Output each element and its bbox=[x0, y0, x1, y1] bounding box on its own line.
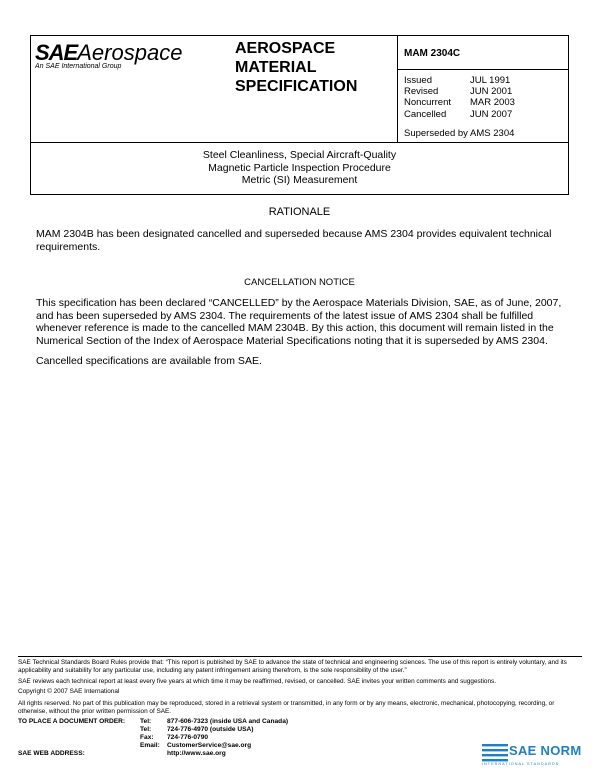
date-label: Noncurrent bbox=[404, 97, 451, 109]
cancellation-heading: CANCELLATION NOTICE bbox=[244, 277, 355, 288]
board-rules-text: SAE Technical Standards Board Rules provide that: “This report is published by SAE to advance the state of technical and engineering sciences. The use of this report is entirely voluntary, and its applicability and suitability for any particular use, including any patent infringement arising therefrom, is the sole responsibility of the user.” bbox=[18, 659, 567, 674]
subject-line-3: Metric (SI) Measurement bbox=[241, 174, 358, 186]
contact-key: Tel: bbox=[140, 718, 152, 725]
title-line-1: AEROSPACE bbox=[235, 40, 336, 57]
contact-row bbox=[18, 734, 288, 742]
date-value: JUL 1991 bbox=[470, 75, 511, 86]
order-label: TO PLACE A DOCUMENT ORDER: bbox=[18, 718, 126, 725]
document-number: MAM 2304C bbox=[404, 48, 461, 59]
sae-norm-stamp bbox=[482, 740, 592, 770]
rights-text: All rights reserved. No part of this publication may be reproduced, stored in a retrieval system or transmitted, in any form or by any means, electronic, mechanical, photocopying, recording, or otherwise, without the prior written permission of SAE. bbox=[18, 700, 555, 715]
date-row-revised bbox=[404, 86, 515, 97]
superseded-note: Superseded by AMS 2304 bbox=[404, 128, 515, 139]
date-row-cancelled bbox=[404, 109, 515, 120]
date-label: Issued bbox=[404, 75, 432, 86]
contact-row bbox=[18, 742, 288, 750]
rationale-heading: RATIONALE bbox=[268, 206, 331, 218]
web-row bbox=[18, 750, 288, 758]
date-value: JUN 2001 bbox=[470, 86, 513, 98]
web-label: SAE WEB ADDRESS: bbox=[18, 750, 85, 757]
date-history bbox=[404, 75, 515, 120]
availability-text: Cancelled specifications are available from SAE. bbox=[36, 355, 262, 367]
contact-value: 724-776-0790 bbox=[167, 734, 209, 741]
email-link[interactable]: CustomerService@sae.org bbox=[167, 742, 252, 749]
date-value: JUN 2007 bbox=[470, 108, 513, 120]
subject-line-1: Steel Cleanliness, Special Aircraft-Quality bbox=[202, 149, 397, 161]
contact-value: 724-776-4970 (outside USA) bbox=[167, 726, 254, 733]
date-label: Cancelled bbox=[404, 108, 447, 120]
document-info-panel bbox=[397, 36, 568, 142]
order-contact-block bbox=[18, 718, 288, 758]
copyright-text: Copyright © 2007 SAE International bbox=[18, 688, 120, 695]
footer-divider bbox=[18, 656, 582, 657]
title-line-3: SPECIFICATION bbox=[235, 78, 358, 95]
contact-row bbox=[18, 726, 288, 734]
subject-line-2: Magnetic Particle Inspection Procedure bbox=[208, 161, 391, 174]
date-row-noncurrent bbox=[404, 97, 515, 108]
document-subject bbox=[30, 143, 569, 195]
document-header bbox=[30, 35, 569, 143]
review-text: SAE reviews each technical report at least every five years at which time it may be reaffirmed, revised, or cancelled. SAE invites your written comments and suggestions. bbox=[18, 678, 496, 685]
date-label: Revised bbox=[404, 86, 439, 98]
stamp-subtitle: INTERNATIONAL STANDARDS bbox=[482, 762, 560, 766]
sae-aerospace-logo bbox=[31, 36, 231, 142]
rationale-text: MAM 2304B has been designated cancelled and superseded because AMS 2304 provides equivalent technical requirements. bbox=[36, 228, 552, 253]
contact-key: Fax: bbox=[140, 734, 154, 741]
stamp-label: SAE NORM bbox=[509, 743, 582, 758]
contact-key: Email: bbox=[140, 742, 160, 749]
date-row-issued bbox=[404, 75, 515, 86]
date-value: MAR 2003 bbox=[470, 97, 515, 109]
contact-key: Tel: bbox=[140, 726, 152, 733]
web-link[interactable]: http://www.sae.org bbox=[167, 750, 226, 757]
contact-value: 877-606-7323 (inside USA and Canada) bbox=[167, 718, 289, 725]
logo-tagline: An SAE International Group bbox=[35, 63, 122, 70]
sae-stamp-icon bbox=[482, 742, 508, 764]
logo-sae: SAE bbox=[35, 40, 78, 65]
logo-aerospace: Aerospace bbox=[77, 40, 183, 65]
contact-row bbox=[18, 718, 288, 726]
cancellation-text: This specification has been declared “CANCELLED” by the Aerospace Materials Division, SAE, as of June, 2007, and has been superseded by AMS 2304. The requirements of the latest issue of AMS 2304 shall be fulfilled whenever reference is made to the cancelled MAM 2304B. By this action, this document will remain listed in the Numerical Section of the Index of Aerospace Material Specifications noting that it is superseded by AMS 2304. bbox=[36, 297, 562, 347]
title-line-2: MATERIAL bbox=[235, 59, 317, 76]
document-type-title bbox=[235, 39, 395, 96]
info-divider bbox=[398, 69, 568, 70]
